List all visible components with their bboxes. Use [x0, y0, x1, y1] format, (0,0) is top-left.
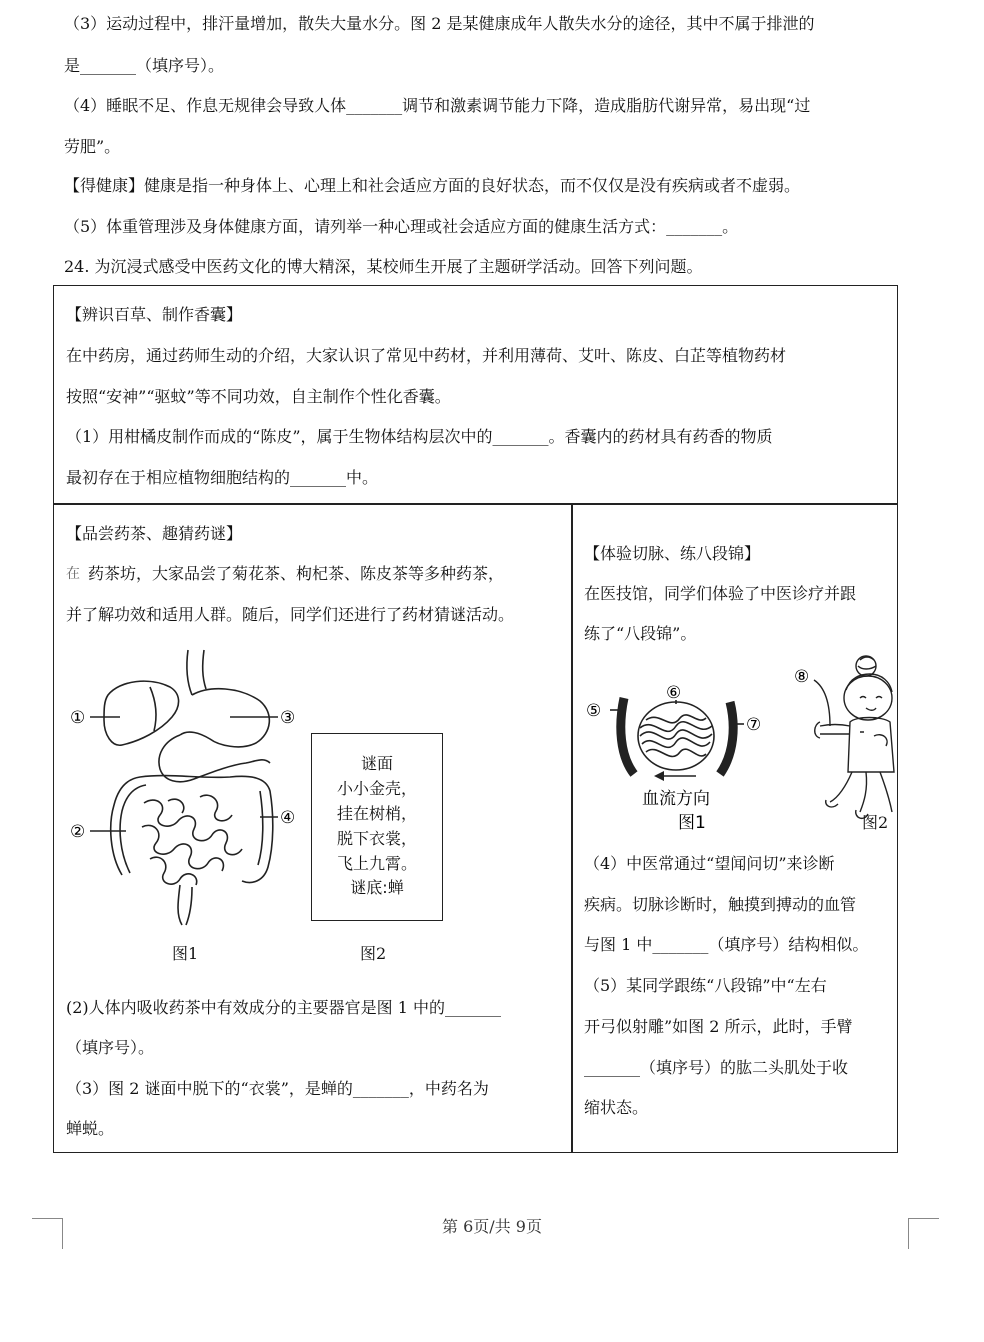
- liver-shape: [104, 681, 179, 745]
- question-4-line-2: 劳肥”。: [64, 137, 121, 156]
- fig1-label-5: ⑤: [586, 701, 602, 721]
- fig1-label-4: ④: [280, 808, 296, 828]
- riddle-line-4: 飞上九霄。: [336, 854, 417, 873]
- box3-question-5-line-4: 缩状态。: [584, 1098, 649, 1117]
- vessel-right-shape: [720, 702, 733, 774]
- box2-paragraph-line-2: 并了解功效和适用人群。随后，同学们还进行了药材猜谜活动。: [66, 605, 515, 624]
- box3-question-5-line-1: （5）某同学跟练“八段锦”中“左右: [584, 976, 827, 995]
- box2-mark: 在: [66, 566, 80, 582]
- box2-heading: 【品尝药茶、趣猜药谜】: [66, 524, 243, 543]
- box1-paragraph-line-2: 按照“安神”“驱蚊”等不同功效，自主制作个性化香囊。: [66, 387, 451, 406]
- table-divider-vertical: [571, 503, 573, 1153]
- extended-arm-shape: [820, 725, 850, 735]
- box3-question-4-line-2: 疾病。切脉诊断时，触摸到搏动的血管: [584, 895, 857, 914]
- question-3-line-1: （3）运动过程中，排汗量增加，散失大量水分。图 2 是某健康成年人散失水分的途径，其中不属于排泄的: [64, 14, 815, 33]
- question-3-line-2: 是_______（填序号）。: [64, 56, 225, 75]
- page-number: 第 6页/共 9页: [442, 1217, 542, 1236]
- stomach-shape: [180, 689, 269, 747]
- health-definition: 【得健康】健康是指一种身体上、心理上和社会适应方面的良好状态，而不仅仅是没有疾病或者不虚弱。: [64, 176, 801, 195]
- riddle-line-2: 挂在树梢，: [336, 804, 417, 823]
- box2-fig1-caption: 图1: [172, 944, 199, 963]
- box3-fig1-caption: 图1: [678, 813, 706, 833]
- question-24-intro: 24. 为沉浸式感受中医药文化的博大精深，某校师生开展了主题研学活动。回答下列问题。: [64, 257, 703, 276]
- question-5: （5）体重管理涉及身体健康方面，请列举一种心理或社会适应方面的健康生活方式：_______。: [64, 217, 739, 236]
- box1-question-1-line-2: 最初存在于相应植物细胞结构的_______中。: [66, 468, 379, 487]
- fig1-label-1: ①: [70, 708, 86, 728]
- small-intestine-shape: [144, 800, 242, 855]
- box1-heading: 【辨识百草、制作香囊】: [66, 305, 243, 324]
- box3-fig2-caption: 图2: [862, 813, 889, 832]
- fig2-label-8: ⑧: [794, 667, 810, 687]
- box2-question-2-line-1: (2)人体内吸收药茶中有效成分的主要器官是图 1 中的_______: [66, 998, 502, 1017]
- baduanjin-person-figure: [790, 652, 896, 834]
- question-4-line-1: （4）睡眠不足、作息无规律会导致人体_______调节和激素调节能力下降，造成脂肪代谢异常，易出现“过: [64, 96, 811, 115]
- riddle-box: [311, 733, 443, 921]
- digestive-system-figure: [60, 645, 310, 930]
- box2-question-3-line-1: （3）图 2 谜面中脱下的“衣裳”，是蝉的_______，中药名为: [66, 1079, 489, 1098]
- fig1-label-6: ⑥: [666, 683, 682, 703]
- box1-paragraph-line-1: 在中药房，通过药师生动的介绍，大家认识了常见中药材，并利用薄荷、艾叶、陈皮、白芷等植物药材: [66, 346, 787, 365]
- riddle-answer: 谜底:蝉: [350, 878, 404, 897]
- esophagus-shape: [187, 650, 206, 695]
- riddle-line-1: 小小金壳，: [336, 779, 417, 798]
- fig1-label-3: ③: [280, 708, 296, 728]
- flow-arrow-head: [654, 771, 664, 781]
- box2-paragraph-line-1: 药茶坊，大家品尝了菊花茶、枸杞茶、陈皮茶等多种药茶，: [88, 564, 505, 583]
- box3-paragraph-line-2: 练了“八段锦”。: [584, 624, 697, 643]
- box1-question-1-line-1: （1）用柑橘皮制作而成的“陈皮”，属于生物体结构层次中的_______。香囊内的药材具有药香的物质: [66, 427, 773, 446]
- fig1-label-7: ⑦: [746, 715, 762, 735]
- capillary-network-shape: [638, 702, 714, 770]
- blood-vessel-figure: [584, 676, 784, 836]
- head-shape: [844, 676, 892, 720]
- box3-question-5-line-3: _______（填序号）的肱二头肌处于收: [584, 1058, 849, 1077]
- box2-question-3-line-2: 蝉蜕。: [66, 1119, 115, 1138]
- box3-question-4-line-1: （4）中医常通过“望闻问切”来诊断: [584, 854, 835, 873]
- flow-direction-label: 血流方向: [642, 789, 710, 809]
- table-divider-horizontal: [53, 503, 898, 505]
- riddle-title: 谜面: [360, 754, 393, 773]
- box3-paragraph-line-1: 在医技馆，同学们体验了中医诊疗并跟: [584, 584, 857, 603]
- box3-heading: 【体验切脉、练八段锦】: [584, 544, 761, 563]
- riddle-line-3: 脱下衣裳，: [336, 829, 417, 848]
- box2-fig2-caption: 图2: [360, 944, 387, 963]
- fig1-label-2: ②: [70, 822, 86, 842]
- rectum-shape: [178, 885, 192, 925]
- box3-question-4-line-3: 与图 1 中_______（填序号）结构相似。: [584, 935, 869, 954]
- box3-question-5-line-2: 开弓似射雕”如图 2 所示，此时，手臂: [584, 1017, 853, 1036]
- box2-question-2-line-2: （填序号）。: [66, 1038, 155, 1057]
